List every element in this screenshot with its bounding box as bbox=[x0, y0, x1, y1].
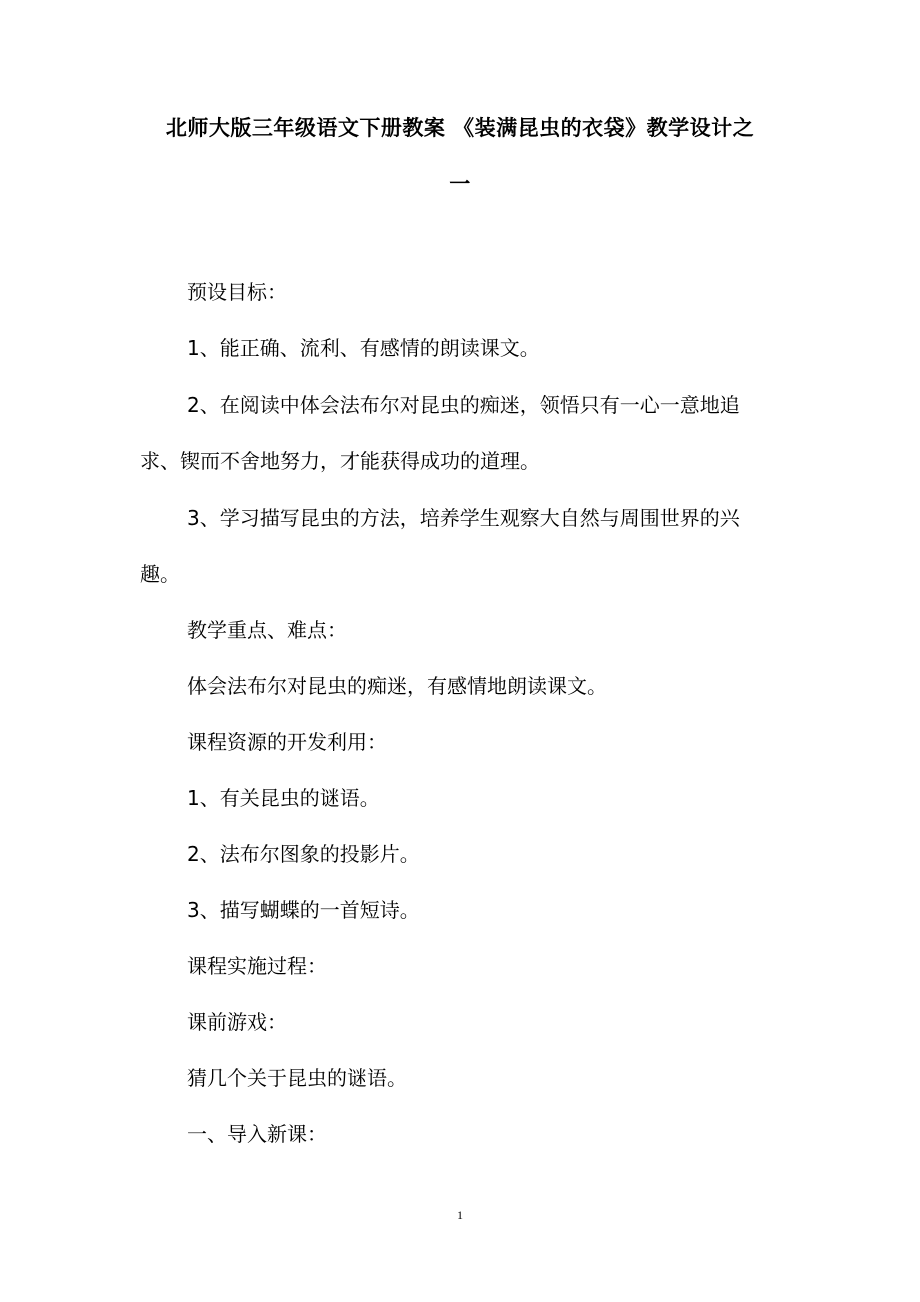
section-heading-intro: 一、导入新课： bbox=[187, 1122, 327, 1146]
goal-item-1: 1、能正确、流利、有感情的朗读课文。 bbox=[187, 336, 540, 360]
goal-item-3-continued: 趣。 bbox=[140, 562, 180, 586]
title-line-2: 一 bbox=[449, 172, 471, 196]
section-heading-process: 课程实施过程： bbox=[187, 954, 327, 978]
resource-item-3: 3、描写蝴蝶的一首短诗。 bbox=[187, 898, 420, 922]
resource-item-2: 2、法布尔图象的投影片。 bbox=[187, 842, 420, 866]
page-number: 1 bbox=[457, 1208, 463, 1222]
section-heading-key-points: 教学重点、难点： bbox=[187, 618, 347, 642]
resource-item-1: 1、有关昆虫的谜语。 bbox=[187, 786, 380, 810]
key-points-text: 体会法布尔对昆虫的痴迷，有感情地朗读课文。 bbox=[187, 674, 607, 698]
document-title bbox=[140, 100, 780, 212]
section-heading-goals: 预设目标： bbox=[187, 280, 287, 304]
section-heading-pre-class-game: 课前游戏： bbox=[187, 1010, 287, 1034]
title-line-1: 北师大版三年级语文下册教案 《装满昆虫的衣袋》教学设计之 bbox=[165, 116, 755, 140]
pre-class-game-text: 猜几个关于昆虫的谜语。 bbox=[187, 1066, 407, 1090]
goal-item-2-continued: 求、锲而不舍地努力，才能获得成功的道理。 bbox=[140, 449, 540, 473]
goal-item-2: 2、在阅读中体会法布尔对昆虫的痴迷，领悟只有一心一意地追 bbox=[187, 393, 740, 417]
section-heading-resources: 课程资源的开发利用： bbox=[187, 730, 387, 754]
goal-item-3: 3、学习描写昆虫的方法，培养学生观察大自然与周围世界的兴 bbox=[187, 506, 740, 530]
